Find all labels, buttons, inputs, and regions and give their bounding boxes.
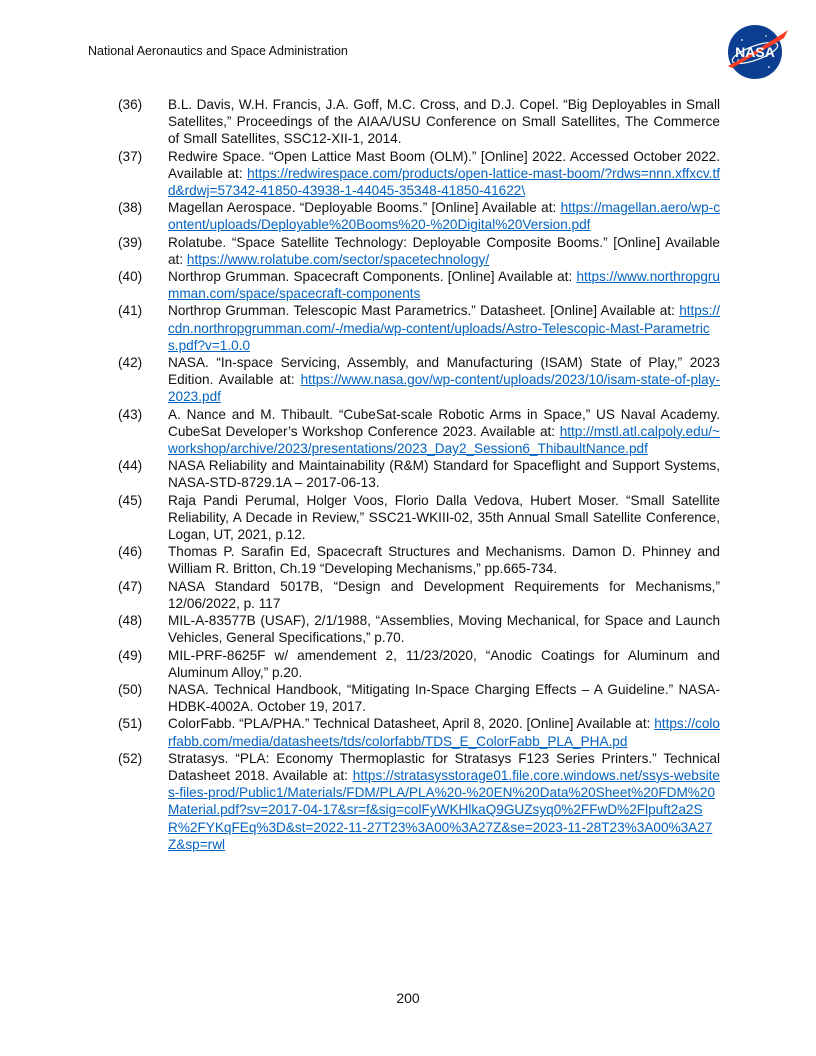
reference-item xyxy=(118,578,720,612)
reference-body xyxy=(168,96,720,148)
reference-body xyxy=(168,647,720,681)
reference-text: NASA. Technical Handbook, “Mitigating In-Space Charging Effects – A Guideline.” NASA-HDBK-4002A. October 19, 2017. xyxy=(168,681,720,715)
reference-text: Thomas P. Sarafin Ed, Spacecraft Structures and Mechanisms. Damon D. Phinney and William R. Britton, Ch.19 “Developing Mechanisms,” pp.665-734. xyxy=(168,544,720,577)
reference-item xyxy=(118,612,720,646)
reference-number: (48) xyxy=(118,613,143,629)
reference-number: (42) xyxy=(118,355,143,371)
reference-item xyxy=(118,268,720,302)
reference-body xyxy=(168,302,720,354)
reference-item xyxy=(118,543,720,577)
reference-link[interactable]: http://mstl.atl.calpoly.edu/~workshop/archive/2023/presentations/2023_Day2_Session6_ThibaultNance.pdf xyxy=(168,423,720,457)
reference-number: (46) xyxy=(118,544,143,560)
nasa-logo-text: NASA xyxy=(735,44,775,60)
reference-body xyxy=(168,750,720,853)
reference-text: NASA Reliability and Maintainability (R&M) Standard for Spaceflight and Support Systems, NASA-STD-8729.1A – 2017-06-13. xyxy=(168,458,720,491)
reference-number: (51) xyxy=(118,716,143,732)
reference-number: (45) xyxy=(118,492,143,508)
reference-item xyxy=(118,234,720,268)
reference-text: NASA Standard 5017B, “Design and Development Requirements for Mechanisms,” 12/06/2022, p. 117 xyxy=(168,578,720,611)
reference-link[interactable]: https://stratasysstorage01.file.core.windows.net/ssys-websites-files-prod/Public1/Materials/FDM/PLA/PLA%20-%20EN%20Data%20Sheet%20FDM%20Material.pdf?sv=2017-04-17&sr=f&sig=colFyWKHlkaQ9GUZsyq0%2FFwD%2Flpuft2a2SR%2FYKqFEq%3D&st=2022-11-27T23%3A00%3A27Z&se=2023-11-28T23%3A00%3A27Z&sp=rwl xyxy=(168,767,720,852)
reference-item xyxy=(118,302,720,354)
reference-number: (38) xyxy=(118,200,143,216)
reference-link[interactable]: https://colorfabb.com/media/datasheets/tds/colorfabb/TDS_E_ColorFabb_PLA_PHA.pd xyxy=(168,716,720,749)
reference-number: (43) xyxy=(118,406,143,422)
reference-text: Redwire Space. “Open Lattice Mast Boom (OLM).” [Online] 2022. Accessed October 2022. Available at: xyxy=(168,148,720,181)
reference-item xyxy=(118,199,720,233)
reference-body xyxy=(168,578,720,612)
reference-body xyxy=(168,543,720,577)
reference-body xyxy=(168,148,720,200)
reference-number: (47) xyxy=(118,578,143,594)
reference-link[interactable]: https://www.northropgrumman.com/space/spacecraft-components xyxy=(168,269,720,302)
reference-number: (52) xyxy=(118,750,143,766)
reference-body xyxy=(168,681,720,715)
reference-body xyxy=(168,406,720,458)
reference-text: Stratasys. “PLA: Economy Thermoplastic for Stratasys F123 Series Printers.” Technical Datasheet 2018. Available at: xyxy=(168,750,720,783)
reference-body xyxy=(168,457,720,491)
reference-item xyxy=(118,148,720,200)
reference-number: (36) xyxy=(118,97,143,112)
reference-item xyxy=(118,406,720,458)
reference-text: Raja Pandi Perumal, Holger Voos, Florio Dalla Vedova, Hubert Moser. “Small Satellite Reliability, A Decade in Review,” SSC21-WKIII-02, 35th Annual Small Satellite Conference, Logan, UT, 2021, p.12. xyxy=(168,492,720,543)
reference-item xyxy=(118,96,720,148)
reference-item xyxy=(118,750,720,853)
reference-text: B.L. Davis, W.H. Francis, J.A. Goff, M.C. Cross, and D.J. Copel. “Big Deployables in Small Satellites,” Proceedings of the AIAA/USU Conference on Small Satellites, The Commerce of Small Satellites, SSC12-XII-1, 2014. xyxy=(168,97,720,147)
reference-number: (50) xyxy=(118,681,143,697)
reference-body xyxy=(168,199,720,233)
reference-item xyxy=(118,647,720,681)
reference-body xyxy=(168,234,720,268)
reference-text: Rolatube. “Space Satellite Technology: Deployable Composite Booms.” [Online] Available at: xyxy=(168,234,720,267)
page-number: 200 xyxy=(396,990,420,1006)
reference-item xyxy=(118,492,720,544)
reference-text: Northrop Grumman. Telescopic Mast Parametrics.” Datasheet. [Online] Available at: xyxy=(168,303,680,319)
reference-text: MIL-PRF-8625F w/ amendement 2, 11/23/2020, “Anodic Coatings for Aluminum and Aluminum Alloy,” p.20. xyxy=(168,647,720,680)
reference-body xyxy=(168,354,720,406)
reference-item xyxy=(118,457,720,491)
reference-link[interactable]: https://www.rolatube.com/sector/spacetechnology/ xyxy=(186,251,490,267)
nasa-logo xyxy=(722,22,790,82)
reference-item xyxy=(118,715,720,749)
reference-link[interactable]: https://magellan.aero/wp-content/uploads/Deployable%20Booms%20-%20Digital%20Version.pdf xyxy=(168,200,720,233)
header-org-name: National Aeronautics and Space Administration xyxy=(88,44,348,58)
reference-text: NASA. “In-space Servicing, Assembly, and Manufacturing (ISAM) State of Play,” 2023 Edition. Available at: xyxy=(168,355,720,388)
reference-number: (39) xyxy=(118,234,143,250)
reference-number: (49) xyxy=(118,647,143,663)
reference-text: Northrop Grumman. Spacecraft Components. [Online] Available at: xyxy=(168,269,577,285)
reference-link[interactable]: https://redwirespace.com/products/open-lattice-mast-boom/?rdws=nnn.xffxcv.tfd&rdwj=57342-41850-43938-1-44045-35348-41850-41622\ xyxy=(168,165,720,199)
reference-text: MIL-A-83577B (USAF), 2/1/1988, “Assemblies, Moving Mechanical, for Space and Launch Vehicles, General Specifications,” p.70. xyxy=(168,613,720,646)
reference-link[interactable]: https://cdn.northropgrumman.com/-/media/wp-content/uploads/Astro-Telescopic-Mast-Parametrics.pdf?v=1.0.0 xyxy=(168,303,720,353)
reference-text: A. Nance and M. Thibault. “CubeSat-scale Robotic Arms in Space,” US Naval Academy. CubeSat Developer’s Workshop Conference 2023. Available at: xyxy=(168,406,720,439)
reference-item xyxy=(118,681,720,715)
reference-text: ColorFabb. “PLA/PHA.” Technical Datasheet, April 8, 2020. [Online] Available at: xyxy=(168,716,655,732)
reference-link[interactable]: https://www.nasa.gov/wp-content/uploads/2023/10/isam-state-of-play-2023.pdf xyxy=(168,372,720,405)
reference-text: Magellan Aerospace. “Deployable Booms.” [Online] Available at: xyxy=(168,200,561,216)
reference-body xyxy=(168,612,720,646)
reference-body xyxy=(168,268,720,302)
reference-number: (40) xyxy=(118,269,143,285)
reference-body xyxy=(168,492,720,544)
reference-number: (41) xyxy=(118,303,143,319)
reference-number: (37) xyxy=(118,148,143,164)
reference-number: (44) xyxy=(118,458,143,474)
reference-body xyxy=(168,715,720,749)
reference-item xyxy=(118,354,720,406)
references-list xyxy=(118,96,720,853)
